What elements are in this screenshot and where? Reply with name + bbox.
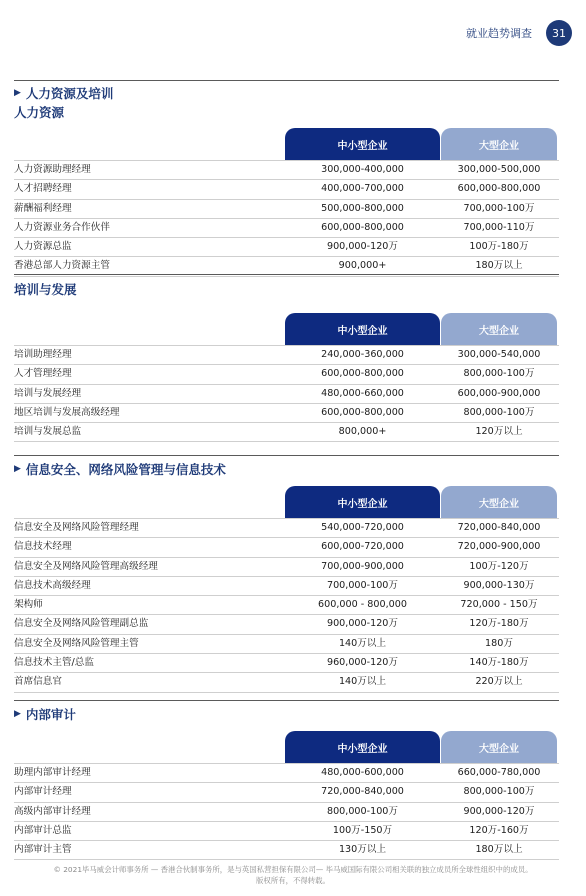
large-salary-cell: 720,000-840,000: [457, 522, 541, 533]
page-number-badge: 31: [546, 20, 572, 46]
table-header: [14, 128, 559, 160]
job-title-cell: 培训助理经理: [14, 349, 72, 360]
triangle-bullet-icon: ▶: [14, 709, 21, 719]
large-salary-cell: 800,000-100万: [463, 368, 535, 380]
job-title-cell: 内部审计经理: [14, 786, 72, 798]
large-salary-cell: 900,000-130万: [463, 579, 535, 591]
salary-table-body: [14, 160, 559, 277]
subsection-title: 人力资源: [14, 105, 65, 120]
job-title-cell: 人才招聘经理: [14, 183, 72, 195]
large-salary-cell: 800,000-100万: [463, 786, 535, 798]
salary-table-body: [14, 518, 559, 693]
sme-salary-cell: 500,000-800,000: [321, 202, 404, 214]
sme-salary-cell: 400,000-700,000: [321, 183, 404, 195]
sme-salary-cell: 700,000-100万: [326, 579, 399, 591]
large-salary-cell: 300,000-500,000: [457, 164, 541, 175]
table-row: [14, 803, 559, 822]
sme-salary-cell: 100万-150万: [332, 824, 393, 836]
sme-salary-cell: 600,000-800,000: [321, 221, 404, 233]
large-salary-cell: 180万: [485, 637, 513, 649]
column-header-large: 大型企业: [441, 731, 557, 763]
sme-salary-cell: 600,000-720,000: [321, 541, 404, 553]
sme-salary-cell: 720,000-840,000: [321, 786, 404, 798]
job-title-cell: 香港总部人力资源主管: [14, 260, 110, 272]
section-internal-audit: [14, 700, 559, 860]
sme-salary-cell: 240,000-360,000: [321, 349, 404, 360]
column-header-large: 大型企业: [441, 486, 557, 518]
table-row: [14, 841, 559, 860]
copyright-line: © 2021毕马威会计师事务所 — 香港合伙制事务所，是与英国私营担保有限公司— 毕马威国际有限公司相关联的独立成员所全球性组织中的成员。: [53, 865, 533, 874]
sme-salary-cell: 480,000-660,000: [321, 387, 404, 399]
job-title-cell: 内部审计主管: [14, 844, 72, 856]
sme-salary-cell: 960,000-120万: [326, 657, 399, 669]
job-title-cell: 信息技术高级经理: [14, 579, 91, 591]
table-row: [14, 423, 559, 442]
large-salary-cell: 720,000 - 150万: [460, 599, 538, 611]
table-row: [14, 345, 559, 365]
section-divider: [14, 455, 559, 456]
job-title-cell: 高级内部审计经理: [14, 805, 91, 817]
table-row: [14, 577, 559, 596]
column-header-sme: 中小型企业: [285, 486, 440, 518]
large-salary-cell: 180万以上: [475, 260, 523, 272]
job-title-cell: 人力资源助理经理: [14, 164, 91, 175]
section-hr: [14, 80, 559, 277]
triangle-bullet-icon: ▶: [14, 88, 21, 98]
job-title-cell: 信息安全及网络风险管理主管: [14, 637, 139, 649]
table-row: [14, 238, 559, 257]
job-title-cell: 信息安全及网络风险管理经理: [14, 522, 139, 533]
job-title-cell: 培训与发展总监: [14, 426, 82, 438]
table-row: [14, 365, 559, 384]
salary-table-body: [14, 763, 559, 860]
table-row: [14, 783, 559, 802]
job-title-cell: 内部审计总监: [14, 824, 72, 836]
section-infosec: [14, 455, 559, 693]
large-salary-cell: 700,000-100万: [463, 202, 535, 214]
subsection-title: 培训与发展: [14, 282, 77, 297]
job-title-cell: 薪酬福利经理: [14, 202, 72, 214]
job-title-cell: 首席信息官: [14, 676, 62, 688]
large-salary-cell: 120万-180万: [469, 618, 529, 630]
sme-salary-cell: 140万以上: [338, 637, 387, 649]
sme-salary-cell: 140万以上: [338, 676, 387, 688]
section-title: [14, 705, 559, 723]
sme-salary-cell: 600,000-800,000: [321, 406, 404, 418]
sme-salary-cell: 600,000-800,000: [321, 368, 404, 380]
job-title-cell: 架构师: [14, 599, 43, 611]
section-title-text: 内部审计: [25, 707, 76, 722]
section-divider: [14, 700, 559, 701]
triangle-bullet-icon: ▶: [14, 464, 21, 474]
sme-salary-cell: 800,000-100万: [326, 805, 399, 817]
job-title-cell: 人力资源总监: [14, 241, 72, 253]
column-header-sme: 中小型企业: [285, 128, 440, 160]
job-title-cell: 助理内部审计经理: [14, 767, 91, 778]
large-salary-cell: 180万以上: [475, 844, 523, 856]
rights-line: 版权所有，不得转载。: [256, 876, 330, 885]
table-row: [14, 673, 559, 692]
column-header-large: 大型企业: [441, 128, 557, 160]
page-footer: [0, 864, 586, 886]
sme-salary-cell: 130万以上: [338, 844, 387, 856]
sme-salary-cell: 900,000-120万: [326, 618, 399, 630]
sme-salary-cell: 700,000-900,000: [321, 560, 404, 572]
sme-salary-cell: 600,000 - 800,000: [318, 599, 407, 611]
report-title: 就业趋势调查: [466, 27, 532, 40]
job-title-cell: 信息技术主管/总监: [14, 657, 94, 669]
table-row: [14, 635, 559, 654]
table-row: [14, 404, 559, 423]
table-row: [14, 615, 559, 634]
sme-salary-cell: 480,000-600,000: [321, 767, 404, 778]
large-salary-cell: 120万以上: [475, 426, 523, 438]
large-salary-cell: 720,000-900,000: [457, 541, 541, 553]
large-salary-cell: 300,000-540,000: [457, 349, 541, 360]
table-header: [14, 486, 559, 518]
large-salary-cell: 220万以上: [475, 676, 523, 688]
table-header: [14, 313, 559, 345]
job-title-cell: 培训与发展经理: [14, 387, 82, 399]
large-salary-cell: 120万-160万: [469, 824, 529, 836]
large-salary-cell: 900,000-120万: [463, 805, 535, 817]
column-header-large: 大型企业: [441, 313, 557, 345]
section-divider: [14, 274, 559, 275]
large-salary-cell: 100万-120万: [469, 560, 529, 572]
sme-salary-cell: 900,000+: [338, 260, 387, 272]
table-row: [14, 219, 559, 238]
job-title-cell: 信息安全及网络风险管理高级经理: [14, 560, 158, 572]
table-row: [14, 822, 559, 841]
page-header: [466, 20, 572, 46]
table-row: [14, 654, 559, 673]
large-salary-cell: 700,000-110万: [463, 221, 535, 233]
job-title-cell: 人才管理经理: [14, 368, 72, 380]
table-row: [14, 160, 559, 180]
large-salary-cell: 800,000-100万: [463, 406, 535, 418]
table-row: [14, 763, 559, 783]
salary-table-body: [14, 345, 559, 442]
sme-salary-cell: 540,000-720,000: [321, 522, 404, 533]
large-salary-cell: 660,000-780,000: [457, 767, 541, 778]
table-row: [14, 596, 559, 615]
column-header-sme: 中小型企业: [285, 313, 440, 345]
sme-salary-cell: 900,000-120万: [326, 241, 399, 253]
table-row: [14, 558, 559, 577]
section-training: [14, 274, 559, 442]
large-salary-cell: 100万-180万: [469, 241, 529, 253]
section-title: [14, 84, 559, 102]
section-title-text: 人力资源及培训: [25, 86, 114, 101]
table-header: [14, 731, 559, 763]
job-title-cell: 地区培训与发展高级经理: [14, 406, 120, 418]
large-salary-cell: 600,000-800,000: [457, 183, 541, 195]
job-title-cell: 信息技术经理: [14, 541, 72, 553]
table-row: [14, 518, 559, 538]
table-row: [14, 180, 559, 199]
sme-salary-cell: 800,000+: [338, 426, 387, 438]
section-divider: [14, 80, 559, 81]
job-title-cell: 人力资源业务合作伙伴: [14, 221, 110, 233]
column-header-sme: 中小型企业: [285, 731, 440, 763]
table-row: [14, 538, 559, 557]
section-title: [14, 460, 559, 478]
table-row: [14, 385, 559, 404]
job-title-cell: 信息安全及网络风险管理副总监: [14, 618, 149, 630]
sme-salary-cell: 300,000-400,000: [321, 164, 404, 175]
table-row: [14, 200, 559, 219]
large-salary-cell: 600,000-900,000: [457, 387, 541, 399]
large-salary-cell: 140万-180万: [469, 657, 529, 669]
section-title-text: 信息安全、网络风险管理与信息技术: [25, 462, 226, 477]
